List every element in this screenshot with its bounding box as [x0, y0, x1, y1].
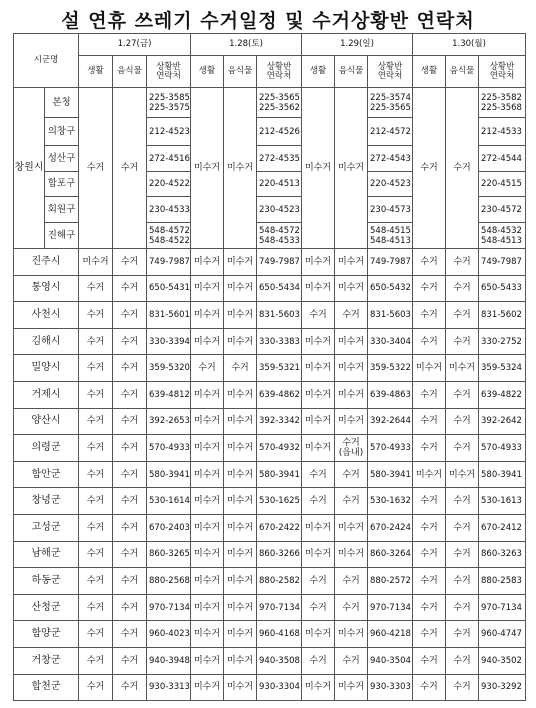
- living-status: 미수거: [191, 302, 224, 329]
- contact-number: 580-3941: [368, 461, 413, 488]
- living-status: 미수거: [302, 621, 335, 648]
- food-status: 수거: [335, 647, 368, 674]
- food-status: 수거: [113, 88, 147, 249]
- food-status: 미수거: [224, 621, 257, 648]
- municipality-row: [14, 328, 526, 355]
- region-name: 의령군: [14, 435, 79, 462]
- header-row-subcols: [14, 56, 526, 88]
- contact-number: 930-3303: [368, 674, 413, 701]
- contact-number: 220-4522: [147, 172, 191, 197]
- food-status: 미수거: [335, 514, 368, 541]
- food-status: 미수거: [335, 328, 368, 355]
- living-header: 생활: [79, 56, 113, 88]
- contact-number: 650-5434: [257, 275, 302, 302]
- food-status: 수거: [335, 594, 368, 621]
- living-status: 수거: [413, 435, 446, 462]
- contact-number: 548-4515 548-4513: [368, 223, 413, 249]
- food-status: 미수거: [335, 541, 368, 568]
- contact-number: 860-3263: [479, 541, 526, 568]
- municipality-row: [14, 621, 526, 648]
- living-header: 생활: [191, 56, 224, 88]
- contact-number: 330-3383: [257, 328, 302, 355]
- contact-number: 570-4932: [257, 435, 302, 462]
- food-status: 수거: [446, 249, 479, 276]
- living-status: 미수거: [302, 435, 335, 462]
- contact-number: 970-7134: [257, 594, 302, 621]
- living-status: 미수거: [191, 647, 224, 674]
- living-status: 수거: [79, 275, 113, 302]
- food-status: 수거: [335, 488, 368, 515]
- living-status: 미수거: [191, 328, 224, 355]
- living-status: 수거: [79, 514, 113, 541]
- contact-number: 880-2568: [147, 568, 191, 595]
- food-status: 수거: [113, 249, 147, 276]
- contact-number: 860-3264: [368, 541, 413, 568]
- living-status: 수거: [302, 594, 335, 621]
- food-status: 수거 (읍내): [335, 435, 368, 462]
- food-status: 미수거: [335, 355, 368, 382]
- food-status: 수거: [446, 488, 479, 515]
- municipality-row: [14, 647, 526, 674]
- contact-number: 359-5324: [479, 355, 526, 382]
- food-status: 수거: [113, 381, 147, 408]
- contact-header: 상황반 연락처: [147, 56, 191, 88]
- contact-number: 212-4572: [368, 118, 413, 146]
- changwon-district-row: [14, 88, 526, 118]
- food-status: 수거: [113, 488, 147, 515]
- contact-number: 548-4572 548-4522: [147, 223, 191, 249]
- food-status: 수거: [113, 674, 147, 701]
- food-status: 수거: [335, 461, 368, 488]
- living-status: 미수거: [191, 488, 224, 515]
- food-header: 음식물: [335, 56, 368, 88]
- contact-number: 650-5433: [479, 275, 526, 302]
- municipality-row: [14, 594, 526, 621]
- food-status: 미수거: [224, 435, 257, 462]
- contact-number: 860-3266: [257, 541, 302, 568]
- contact-number: 392-2644: [368, 408, 413, 435]
- living-status: 미수거: [191, 621, 224, 648]
- contact-number: 831-5603: [368, 302, 413, 329]
- living-header: 생활: [413, 56, 446, 88]
- food-status: 미수거: [224, 568, 257, 595]
- food-header: 음식물: [224, 56, 257, 88]
- contact-number: 970-7134: [368, 594, 413, 621]
- living-status: 수거: [302, 647, 335, 674]
- living-status: 수거: [302, 488, 335, 515]
- contact-number: 831-5603: [257, 302, 302, 329]
- living-status: 수거: [413, 408, 446, 435]
- living-status: 미수거: [191, 381, 224, 408]
- food-status: 미수거: [335, 408, 368, 435]
- contact-number: 548-4572 548-4533: [257, 223, 302, 249]
- living-status: 미수거: [302, 88, 335, 249]
- food-status: 수거: [335, 568, 368, 595]
- district-name: 합포구: [45, 172, 79, 197]
- living-status: 미수거: [302, 355, 335, 382]
- food-status: 수거: [113, 408, 147, 435]
- municipality-row: [14, 381, 526, 408]
- contact-number: 230-4533: [147, 197, 191, 223]
- contact-number: 639-4822: [479, 381, 526, 408]
- food-status: 미수거: [335, 249, 368, 276]
- contact-number: 392-3342: [257, 408, 302, 435]
- contact-number: 230-4523: [257, 197, 302, 223]
- food-header: 음식물: [446, 56, 479, 88]
- contact-number: 220-4513: [257, 172, 302, 197]
- food-status: 미수거: [224, 674, 257, 701]
- contact-header: 상황반 연락처: [257, 56, 302, 88]
- municipality-row: [14, 514, 526, 541]
- food-status: 수거: [113, 514, 147, 541]
- living-status: 수거: [413, 541, 446, 568]
- contact-number: 580-3941: [257, 461, 302, 488]
- living-status: 수거: [302, 302, 335, 329]
- region-name: 거창군: [14, 647, 79, 674]
- contact-number: 530-1625: [257, 488, 302, 515]
- contact-number: 230-4573: [368, 197, 413, 223]
- food-status: 미수거: [335, 621, 368, 648]
- contact-number: 580-3941: [147, 461, 191, 488]
- municipality-row: [14, 355, 526, 382]
- living-status: 미수거: [191, 88, 224, 249]
- contact-number: 650-5432: [368, 275, 413, 302]
- living-status: 수거: [191, 355, 224, 382]
- region-name: 진주시: [14, 249, 79, 276]
- food-status: 수거: [446, 568, 479, 595]
- contact-number: 639-4812: [147, 381, 191, 408]
- food-status: 미수거: [224, 647, 257, 674]
- food-status: 수거: [113, 275, 147, 302]
- municipality-row: [14, 302, 526, 329]
- municipality-row: [14, 568, 526, 595]
- contact-header: 상황반 연락처: [479, 56, 526, 88]
- food-status: 수거: [113, 355, 147, 382]
- region-name: 창녕군: [14, 488, 79, 515]
- district-name: 진해구: [45, 223, 79, 249]
- contact-number: 220-4523: [368, 172, 413, 197]
- living-status: 수거: [413, 674, 446, 701]
- food-status: 미수거: [446, 461, 479, 488]
- food-status: 미수거: [224, 302, 257, 329]
- living-status: 미수거: [191, 541, 224, 568]
- food-status: 수거: [113, 594, 147, 621]
- living-status: 수거: [413, 594, 446, 621]
- contact-number: 570-4933: [368, 435, 413, 462]
- living-status: 수거: [79, 461, 113, 488]
- contact-number: 970-7134: [147, 594, 191, 621]
- living-status: 미수거: [302, 328, 335, 355]
- contact-number: 570-4933: [147, 435, 191, 462]
- food-status: 미수거: [224, 541, 257, 568]
- municipality-row: [14, 249, 526, 276]
- district-name: 성산구: [45, 146, 79, 172]
- municipality-row: [14, 674, 526, 701]
- food-status: 미수거: [224, 249, 257, 276]
- contact-number: 580-3941: [479, 461, 526, 488]
- living-status: 미수거: [302, 408, 335, 435]
- food-status: 수거: [224, 355, 257, 382]
- municipality-row: [14, 275, 526, 302]
- living-status: 미수거: [302, 381, 335, 408]
- living-status: 수거: [79, 408, 113, 435]
- living-status: 미수거: [302, 514, 335, 541]
- contact-number: 359-5322: [368, 355, 413, 382]
- living-status: 미수거: [302, 249, 335, 276]
- day-header: 1.27(금): [79, 34, 191, 56]
- contact-number: 831-5602: [479, 302, 526, 329]
- contact-number: 880-2583: [479, 568, 526, 595]
- food-status: 미수거: [335, 674, 368, 701]
- living-status: 미수거: [413, 355, 446, 382]
- living-status: 수거: [413, 647, 446, 674]
- living-status: 미수거: [191, 514, 224, 541]
- contact-number: 225-3585 225-3575: [147, 88, 191, 118]
- food-status: 수거: [446, 328, 479, 355]
- living-status: 수거: [302, 461, 335, 488]
- municipality-row: [14, 461, 526, 488]
- food-status: 수거: [113, 568, 147, 595]
- municipality-row: [14, 435, 526, 462]
- contact-number: 749-7987: [147, 249, 191, 276]
- living-status: 수거: [79, 88, 113, 249]
- living-status: 수거: [79, 647, 113, 674]
- region-name: 통영시: [14, 275, 79, 302]
- region-name: 고성군: [14, 514, 79, 541]
- contact-number: 960-4168: [257, 621, 302, 648]
- food-status: 수거: [446, 275, 479, 302]
- region-name: 함양군: [14, 621, 79, 648]
- living-header: 생활: [302, 56, 335, 88]
- living-status: 미수거: [191, 275, 224, 302]
- living-status: 수거: [413, 275, 446, 302]
- contact-number: 272-4543: [368, 146, 413, 172]
- living-status: 수거: [79, 541, 113, 568]
- living-status: 수거: [79, 435, 113, 462]
- food-status: 미수거: [224, 381, 257, 408]
- region-name: 밀양시: [14, 355, 79, 382]
- living-status: 수거: [79, 674, 113, 701]
- region-header: 시군명: [14, 34, 79, 88]
- food-status: 수거: [446, 88, 479, 249]
- living-status: 수거: [413, 328, 446, 355]
- contact-number: 831-5601: [147, 302, 191, 329]
- living-status: 수거: [413, 621, 446, 648]
- contact-number: 670-2424: [368, 514, 413, 541]
- living-status: 수거: [79, 302, 113, 329]
- region-name: 남해군: [14, 541, 79, 568]
- living-status: 수거: [79, 568, 113, 595]
- region-name: 양산시: [14, 408, 79, 435]
- contact-number: 570-4933: [479, 435, 526, 462]
- food-status: 수거: [335, 302, 368, 329]
- district-name: 의창구: [45, 118, 79, 146]
- food-status: 미수거: [446, 355, 479, 382]
- contact-number: 330-3394: [147, 328, 191, 355]
- municipality-row: [14, 488, 526, 515]
- contact-number: 670-2403: [147, 514, 191, 541]
- living-status: 미수거: [191, 249, 224, 276]
- region-name: 함안군: [14, 461, 79, 488]
- contact-number: 970-7134: [479, 594, 526, 621]
- food-status: 수거: [446, 514, 479, 541]
- contact-number: 530-1614: [147, 488, 191, 515]
- day-header: 1.28(토): [191, 34, 302, 56]
- contact-number: 930-3313: [147, 674, 191, 701]
- food-status: 수거: [446, 381, 479, 408]
- food-status: 미수거: [224, 88, 257, 249]
- contact-number: 880-2582: [257, 568, 302, 595]
- food-status: 수거: [446, 408, 479, 435]
- region-name: 창원시: [14, 88, 45, 249]
- contact-number: 639-4862: [257, 381, 302, 408]
- contact-number: 530-1613: [479, 488, 526, 515]
- living-status: 수거: [79, 328, 113, 355]
- region-name: 거제시: [14, 381, 79, 408]
- contact-number: 392-2653: [147, 408, 191, 435]
- contact-number: 212-4526: [257, 118, 302, 146]
- food-status: 수거: [446, 621, 479, 648]
- food-status: 미수거: [224, 328, 257, 355]
- contact-number: 940-3504: [368, 647, 413, 674]
- food-status: 수거: [446, 435, 479, 462]
- collection-schedule-table: [13, 33, 526, 701]
- contact-number: 749-7987: [257, 249, 302, 276]
- contact-number: 212-4523: [147, 118, 191, 146]
- contact-number: 212-4533: [479, 118, 526, 146]
- living-status: 수거: [413, 381, 446, 408]
- district-name: 본청: [45, 88, 79, 118]
- contact-number: 330-3404: [368, 328, 413, 355]
- contact-number: 650-5431: [147, 275, 191, 302]
- contact-header: 상황반 연락처: [368, 56, 413, 88]
- food-status: 수거: [446, 594, 479, 621]
- food-status: 미수거: [224, 408, 257, 435]
- food-status: 수거: [446, 674, 479, 701]
- food-status: 수거: [113, 302, 147, 329]
- food-status: 미수거: [224, 514, 257, 541]
- region-name: 산청군: [14, 594, 79, 621]
- food-status: 미수거: [335, 275, 368, 302]
- food-status: 미수거: [335, 88, 368, 249]
- food-status: 미수거: [224, 488, 257, 515]
- contact-number: 230-4572: [479, 197, 526, 223]
- contact-number: 272-4544: [479, 146, 526, 172]
- municipality-row: [14, 408, 526, 435]
- contact-number: 940-3948: [147, 647, 191, 674]
- living-status: 수거: [413, 568, 446, 595]
- living-status: 미수거: [191, 674, 224, 701]
- contact-number: 272-4535: [257, 146, 302, 172]
- contact-number: 880-2572: [368, 568, 413, 595]
- contact-number: 960-4218: [368, 621, 413, 648]
- living-status: 수거: [413, 88, 446, 249]
- food-status: 수거: [446, 541, 479, 568]
- day-header: 1.29(일): [302, 34, 413, 56]
- contact-number: 359-5321: [257, 355, 302, 382]
- page-title: 설 연휴 쓰레기 수거일정 및 수거상황반 연락처: [61, 10, 475, 32]
- food-status: 수거: [113, 621, 147, 648]
- living-status: 미수거: [79, 249, 113, 276]
- contact-number: 548-4532 548-4513: [479, 223, 526, 249]
- contact-number: 930-3292: [479, 674, 526, 701]
- contact-number: 960-4023: [147, 621, 191, 648]
- living-status: 미수거: [191, 594, 224, 621]
- contact-number: 225-3574 225-3565: [368, 88, 413, 118]
- day-header: 1.30(월): [413, 34, 526, 56]
- contact-number: 220-4515: [479, 172, 526, 197]
- region-name: 김해시: [14, 328, 79, 355]
- food-header: 음식물: [113, 56, 147, 88]
- municipality-row: [14, 541, 526, 568]
- contact-number: 940-3508: [257, 647, 302, 674]
- contact-number: 225-3582 225-3568: [479, 88, 526, 118]
- food-status: 미수거: [224, 461, 257, 488]
- food-status: 수거: [113, 647, 147, 674]
- contact-number: 860-3265: [147, 541, 191, 568]
- living-status: 수거: [413, 249, 446, 276]
- living-status: 수거: [79, 594, 113, 621]
- food-status: 수거: [446, 302, 479, 329]
- living-status: 미수거: [302, 275, 335, 302]
- contact-number: 960-4747: [479, 621, 526, 648]
- living-status: 미수거: [191, 435, 224, 462]
- contact-number: 670-2412: [479, 514, 526, 541]
- contact-number: 670-2422: [257, 514, 302, 541]
- region-name: 하동군: [14, 568, 79, 595]
- header-row-days: [14, 34, 526, 56]
- food-status: 수거: [113, 435, 147, 462]
- contact-number: 530-1632: [368, 488, 413, 515]
- living-status: 수거: [302, 568, 335, 595]
- contact-number: 940-3502: [479, 647, 526, 674]
- food-status: 미수거: [335, 381, 368, 408]
- contact-number: 330-2752: [479, 328, 526, 355]
- living-status: 수거: [79, 488, 113, 515]
- contact-number: 392-2642: [479, 408, 526, 435]
- living-status: 미수거: [302, 674, 335, 701]
- contact-number: 749-7987: [479, 249, 526, 276]
- living-status: 수거: [79, 621, 113, 648]
- contact-number: 639-4863: [368, 381, 413, 408]
- food-status: 미수거: [224, 594, 257, 621]
- living-status: 미수거: [191, 568, 224, 595]
- region-name: 합천군: [14, 674, 79, 701]
- living-status: 미수거: [191, 461, 224, 488]
- region-name: 사천시: [14, 302, 79, 329]
- living-status: 미수거: [302, 541, 335, 568]
- living-status: 수거: [413, 514, 446, 541]
- living-status: 수거: [413, 302, 446, 329]
- contact-number: 272-4516: [147, 146, 191, 172]
- contact-number: 225-3565 225-3562: [257, 88, 302, 118]
- district-name: 회원구: [45, 197, 79, 223]
- living-status: 미수거: [191, 408, 224, 435]
- food-status: 미수거: [224, 275, 257, 302]
- contact-number: 749-7987: [368, 249, 413, 276]
- living-status: 미수거: [413, 461, 446, 488]
- contact-number: 930-3304: [257, 674, 302, 701]
- living-status: 수거: [79, 381, 113, 408]
- contact-number: 359-5320: [147, 355, 191, 382]
- food-status: 수거: [446, 647, 479, 674]
- food-status: 수거: [113, 461, 147, 488]
- food-status: 수거: [113, 328, 147, 355]
- living-status: 수거: [413, 488, 446, 515]
- living-status: 수거: [79, 355, 113, 382]
- food-status: 수거: [113, 541, 147, 568]
